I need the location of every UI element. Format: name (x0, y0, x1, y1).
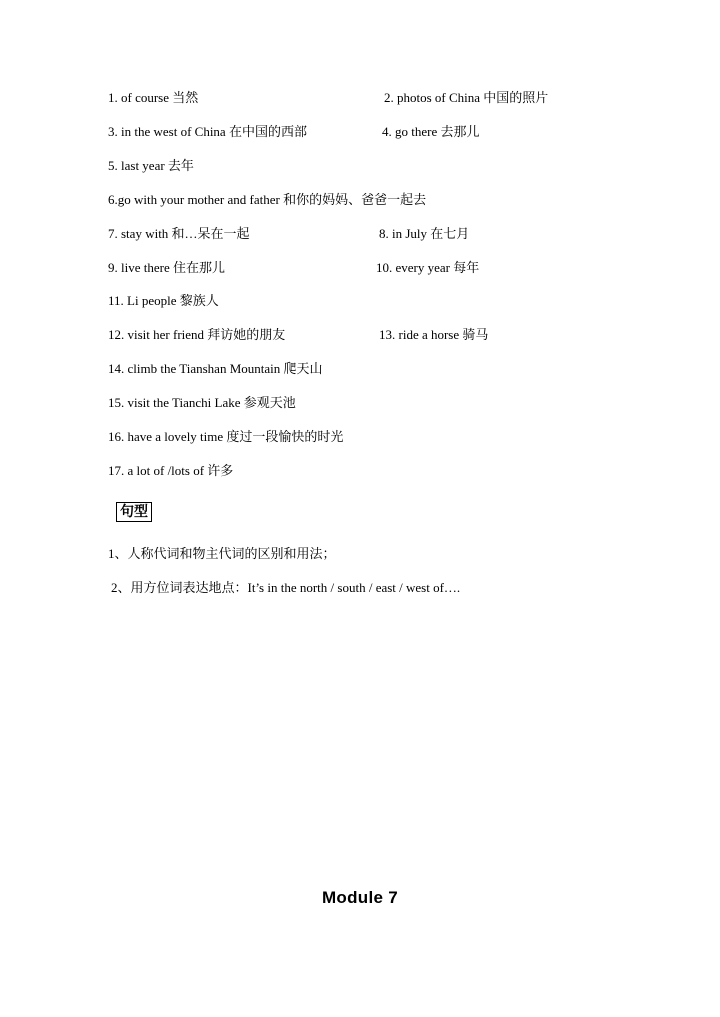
vocab-item-3: 3. in the west of China 在中国的西部 (108, 124, 307, 139)
vocab-item-6: 6.go with your mother and father 和你的妈妈、爸爸一起去 (108, 192, 427, 207)
sentence-point-2: 2、用方位词表达地点：It’s in the north / south / east / west of…. (111, 580, 461, 595)
vocab-item-11: 11. Li people 黎族人 (108, 293, 219, 308)
sentence-point-1: 1、人称代词和物主代词的区别和用法； (108, 546, 336, 561)
sentence-pattern-heading: 句型 (116, 502, 152, 522)
vocab-item-7: 7. stay with 和…呆在一起 (108, 226, 250, 241)
module-title: Module 7 (321, 888, 399, 907)
vocab-item-16: 16. have a lovely time 度过一段愉快的时光 (108, 429, 344, 444)
vocab-item-14: 14. climb the Tianshan Mountain 爬天山 (108, 361, 323, 376)
vocab-item-15: 15. visit the Tianchi Lake 参观天池 (108, 395, 296, 410)
vocab-item-8: 8. in July 在七月 (379, 226, 470, 241)
vocab-item-2: 2. photos of China 中国的照片 (384, 90, 549, 105)
vocab-item-13: 13. ride a horse 骑马 (379, 327, 489, 342)
vocab-item-9: 9. live there 住在那儿 (108, 260, 225, 275)
vocab-item-4: 4. go there 去那儿 (382, 124, 480, 139)
vocab-item-17: 17. a lot of /lots of 许多 (108, 463, 234, 478)
vocab-item-5: 5. last year 去年 (108, 158, 194, 173)
vocab-item-1: 1. of course 当然 (108, 90, 199, 105)
vocab-item-12: 12. visit her friend 拜访她的朋友 (108, 327, 286, 342)
vocab-item-10: 10. every year 每年 (376, 260, 480, 275)
